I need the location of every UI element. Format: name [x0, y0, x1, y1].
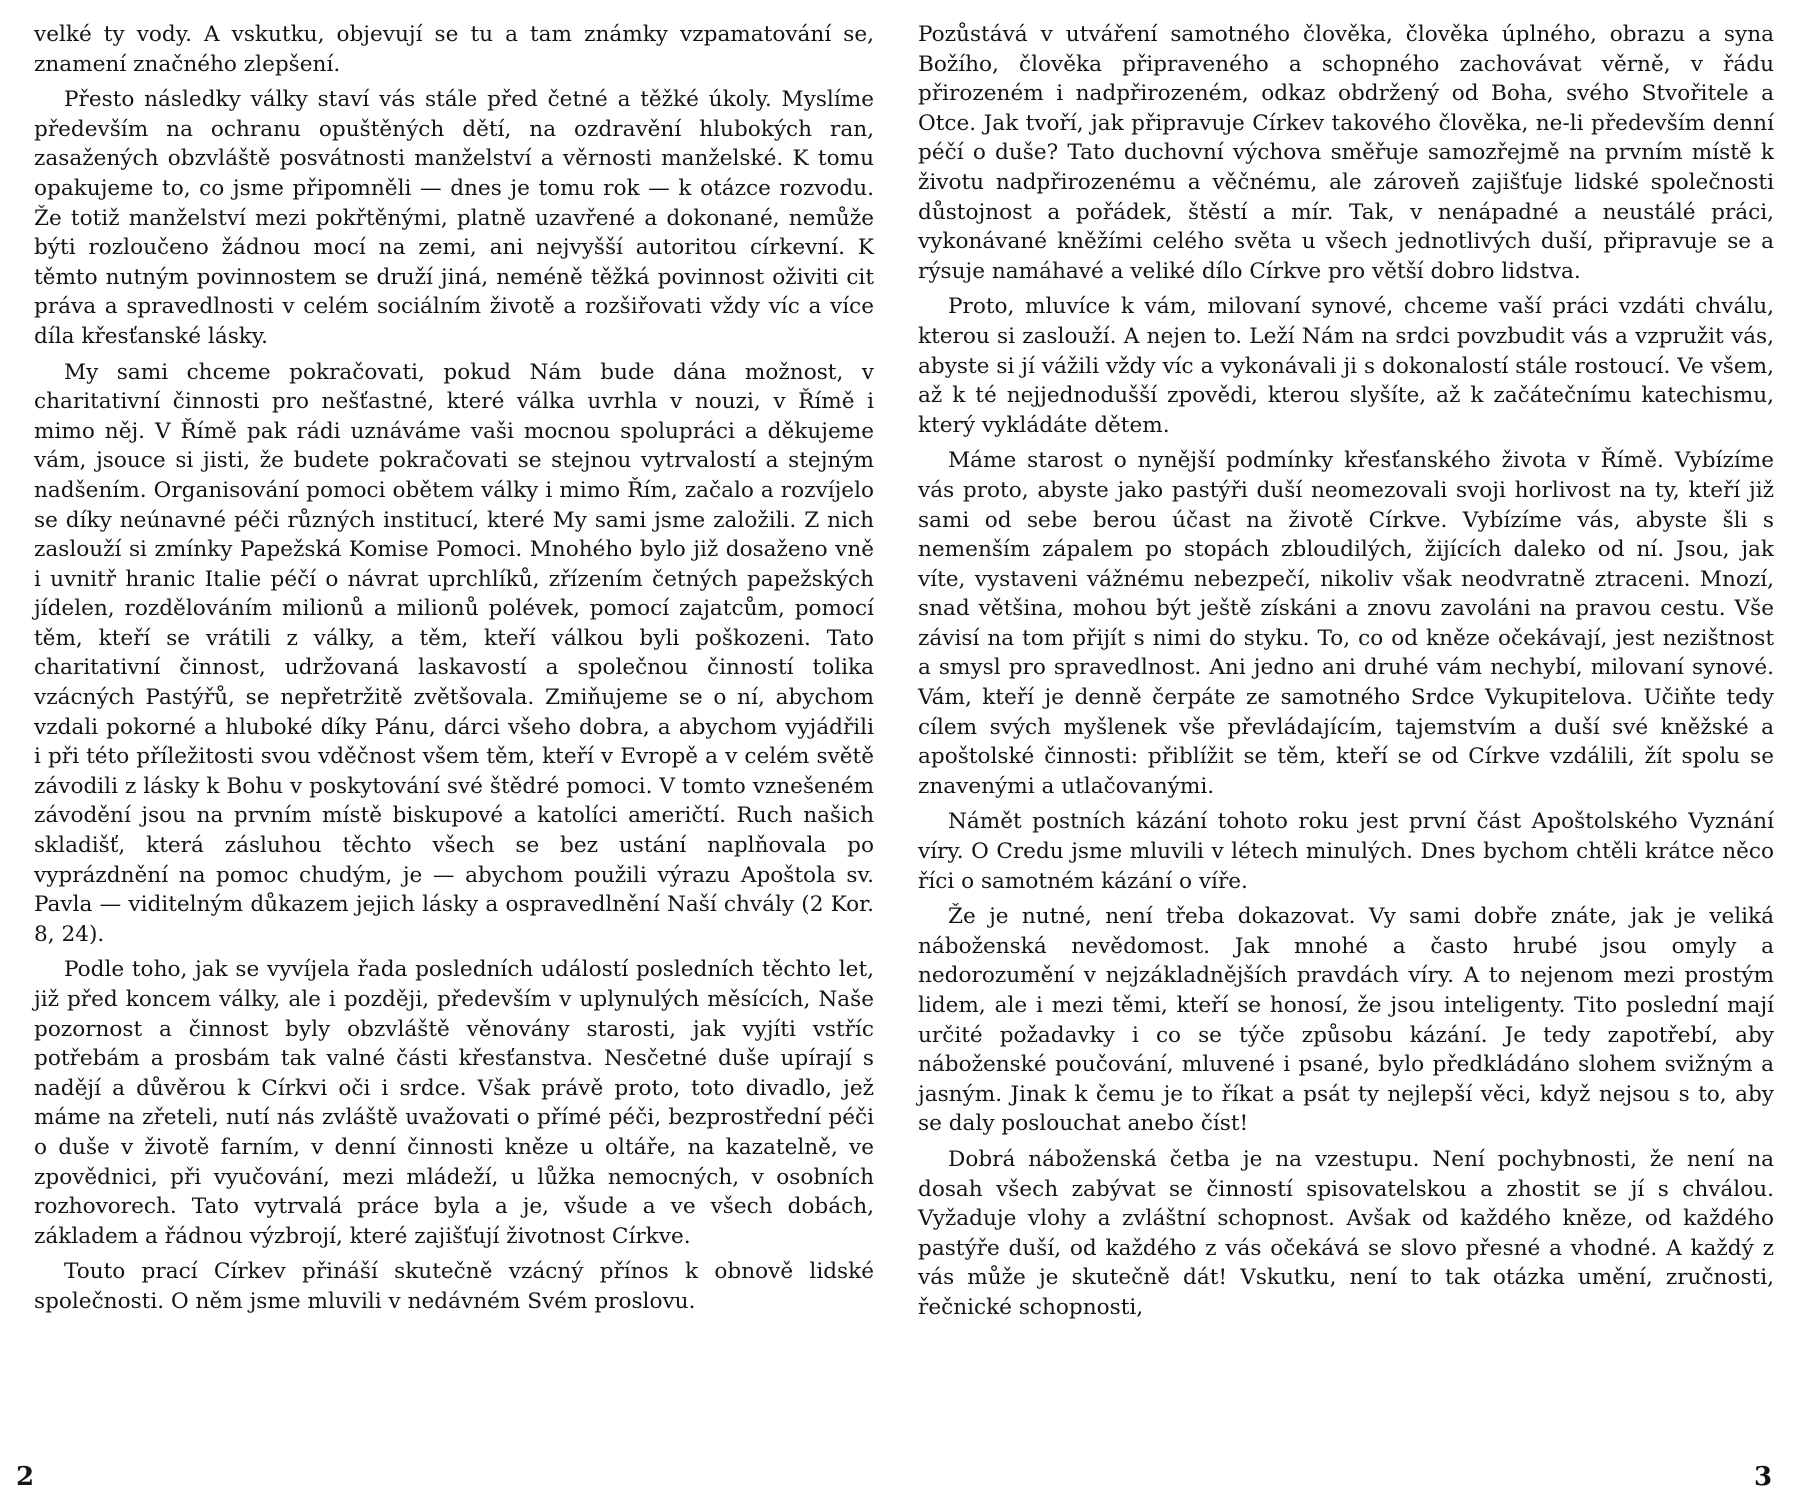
right-page-text-column	[918, 20, 1774, 1323]
paragraph: Podle toho, jak se vyvíjela řada posledních událostí posledních těchto let, již před koncem války, ale i později, především v uplynulých měsících, Naše pozornost a činnost byly obzvláště věnovány starosti, jak vyjíti vstříc potřebám a prosbám tak valné části křesťanstva. Nesčetné duše upírají s nadějí a důvěrou k Církvi oči i srdce. Však právě proto, toto divadlo, jež máme na zřeteli, nutí nás zvláště uvažovati o přímé péči, bezprostřední péči o duše v životě farním, v denní činnosti kněze u oltáře, na kazatelně, ve zpovědnici, při vyučování, mezi mládeží, u lůžka nemocných, v osobních rozhovorech. Tato vytrvalá práce byla a je, všude a ve všech dobách, základem a řádnou výzbrojí, které zajišťují životnost Církve.	[34, 957, 874, 1249]
paragraph: Dobrá náboženská četba je na vzestupu. Není pochybnosti, že není na dosah všech zabývat se činností spisovatelskou a zhostit se jí s chválou. Vyžaduje vlohy a zvláštní schopnost. Avšak od každého kněze, od každého pastýře duší, od každého z vás očekává se slovo přesné a vhodné. A každý z vás může je skutečně dát! Vskutku, není to tak otázka umění, zručnosti, řečnické schopnosti,	[918, 1146, 1774, 1320]
paragraph: My sami chceme pokračovati, pokud Nám bude dána možnost, v charitativní činnosti pro nešťastné, které válka uvrhla v nouzi, v Římě i mimo něj. V Římě pak rádi uznáváme vaši mocnou spolupráci a děkujeme vám, jsouce si jisti, že budete pokračovati se stejnou vytrvalostí a stejným nadšením. Organisování pomoci obětem války i mimo Řím, začalo a rozvíjelo se díky neúnavné péči různých institucí, které My sami jsme založili. Z nich zaslouží si zmínky Papežská Komise Pomoci. Mnohého bylo již dosaženo vně i uvnitř hranic Italie péčí o návrat uprchlíků, zřízením četných papežských jídelen, rozdělováním milionů a milionů polévek, pomocí zajatcům, pomocí těm, kteří se vrátili z války, a těm, kteří válkou byli poškozeni. Tato charitativní činnost, udržovaná laskavostí a společnou činností tolika vzácných Pastýřů, se nepřetržitě zvětšovala. Zmiňujeme se o ní, abychom vzdali pokorné a hluboké díky Pánu, dárci všeho dobra, a abychom vyjádřili i při této příležitosti svou vděčnost všem těm, kteří v Evropě a v celém světě závodili z lásky k Bohu v poskytování své štědré pomoci. V tomto vznešeném závodění jsou na prvním místě biskupové a katolíci američtí. Ruch našich skladišť, která zásluhou těchto všech se bez ustání naplňovala po vyprázdnění na pomoc chudým, je — abychom použili výrazu Apoštola sv. Pavla — viditelným důkazem jejich lásky a ospravedlnění Naší chvály (2 Kor. 8, 24).	[34, 359, 874, 947]
paragraph: Že je nutné, není třeba dokazovat. Vy sami dobře znáte, jak je veliká náboženská nevědomost. Jak mnohé a často hrubé jsou omyly a nedorozumění v nejzákladnějších pravdách víry. A to nejenom mezi prostým lidem, ale i mezi těmi, kteří se honosí, že jsou inteligenty. Tito poslední mají určité požadavky i co se týče způsobu kázání. Je tedy zapotřebí, aby náboženské poučování, mluvené i psané, bylo předkládáno slohem svižným a jasným. Jinak k čemu je to říkat a psát ty nejlepší věci, když nejsou s to, aby se daly poslouchat anebo číst!	[918, 904, 1774, 1137]
paragraph: velké ty vody. A vskutku, objevují se tu a tam známky vzpamatování se, znamení značného zlepšení.	[34, 22, 874, 77]
paragraph: Pozůstává v utváření samotného člověka, člověka úplného, obrazu a syna Božího, člověka připraveného a schopného zachovávat věrně, v řádu přirozeném i nadpřirozeném, odkaz obdržený od Boha, svého Stvořitele a Otce. Jak tvoří, jak připravuje Církev takového člověka, ne-li především denní péčí o duše? Tato duchovní výchova směřuje samozřejmě na prvním místě k životu nadpřirozenému a věčnému, ale zároveň zajišťuje lidské společnosti důstojnost a pořádek, štěstí a mír. Tak, v nenápadné a neustálé práci, vykonávané kněžími celého světa u všech jednotlivých duší, připravuje se a rýsuje namáhavé a veliké dílo Církve pro větší dobro lidstva.	[918, 22, 1774, 284]
paragraph: Námět postních kázání tohoto roku jest první část Apoštolského Vyznání víry. O Credu jsme mluvili v létech minulých. Dnes bychom chtěli krátce něco říci o samotném kázání o víře.	[918, 809, 1774, 894]
paragraph: Proto, mluvíce k vám, milovaní synové, chceme vaší práci vzdáti chválu, kterou si zaslouží. A nejen to. Leží Nám na srdci povzbudit vás a vzpružit vás, abyste si jí vážili vždy víc a vykonávali ji s dokonalostí stále rostoucí. Ve všem, až k té nejjednodušší zpovědi, kterou slyšíte, až k začátečnímu katechismu, který vykládáte dětem.	[918, 294, 1774, 438]
page-number-left: 2	[16, 1462, 35, 1492]
paragraph: Přesto následky války staví vás stále před četné a těžké úkoly. Myslíme především na ochranu opuštěných dětí, na ozdravění hlubokých ran, zasažených obzvláště posvátnosti manželství a věrnosti manželské. K tomu opakujeme to, co jsme připomněli — dnes je tomu rok — k otázce rozvodu. Že totiž manželství mezi pokřtěnými, platně uzavřené a dokonané, nemůže býti rozloučeno žádnou mocí na zemi, ani nejvyšší autoritou církevní. K těmto nutným povinnostem se druží jiná, neméně těžká povinnost oživiti cit práva a spravedlnosti v celém sociálním životě a rozšiřovati vždy víc a více díla křesťanské lásky.	[34, 87, 874, 349]
left-page	[34, 20, 874, 1323]
page-number-right: 3	[1754, 1462, 1773, 1492]
right-page	[918, 20, 1774, 1329]
paragraph: Máme starost o nynější podmínky křesťanského života v Římě. Vybízíme vás proto, abyste jako pastýři duší neomezovali svoji horlivost na ty, kteří již sami od sebe berou účast na životě Církve. Vybízíme vás, abyste šli s nemenším zápalem po stopách zbloudilých, žijících daleko od ní. Jsou, jak víte, vystaveni vážnému nebezpečí, nikoliv však neodvratně ztraceni. Mnozí, snad většina, mohou být ještě získáni a znovu zavoláni na pravou cestu. Vše závisí na tom přijít s nimi do styku. To, co od kněze očekávají, jest nezištnost a smysl pro spravedlnost. Ani jedno ani druhé vám nechybí, milovaní synové. Vám, kteří je denně čerpáte ze samotného Srdce Vykupitelova. Učiňte tedy cílem svých myšlenek vše převládajícím, tajemstvím a duší své kněžské a apoštolské činnosti: přiblížit se těm, kteří se od Církve vzdálili, žít spolu se znavenými a utlačovanými.	[918, 448, 1774, 799]
left-page-text-column	[34, 20, 874, 1317]
paragraph: Touto prací Církev přináší skutečně vzácný přínos k obnově lidské společnosti. O něm jsme mluvili v nedávném Svém proslovu.	[34, 1259, 874, 1314]
